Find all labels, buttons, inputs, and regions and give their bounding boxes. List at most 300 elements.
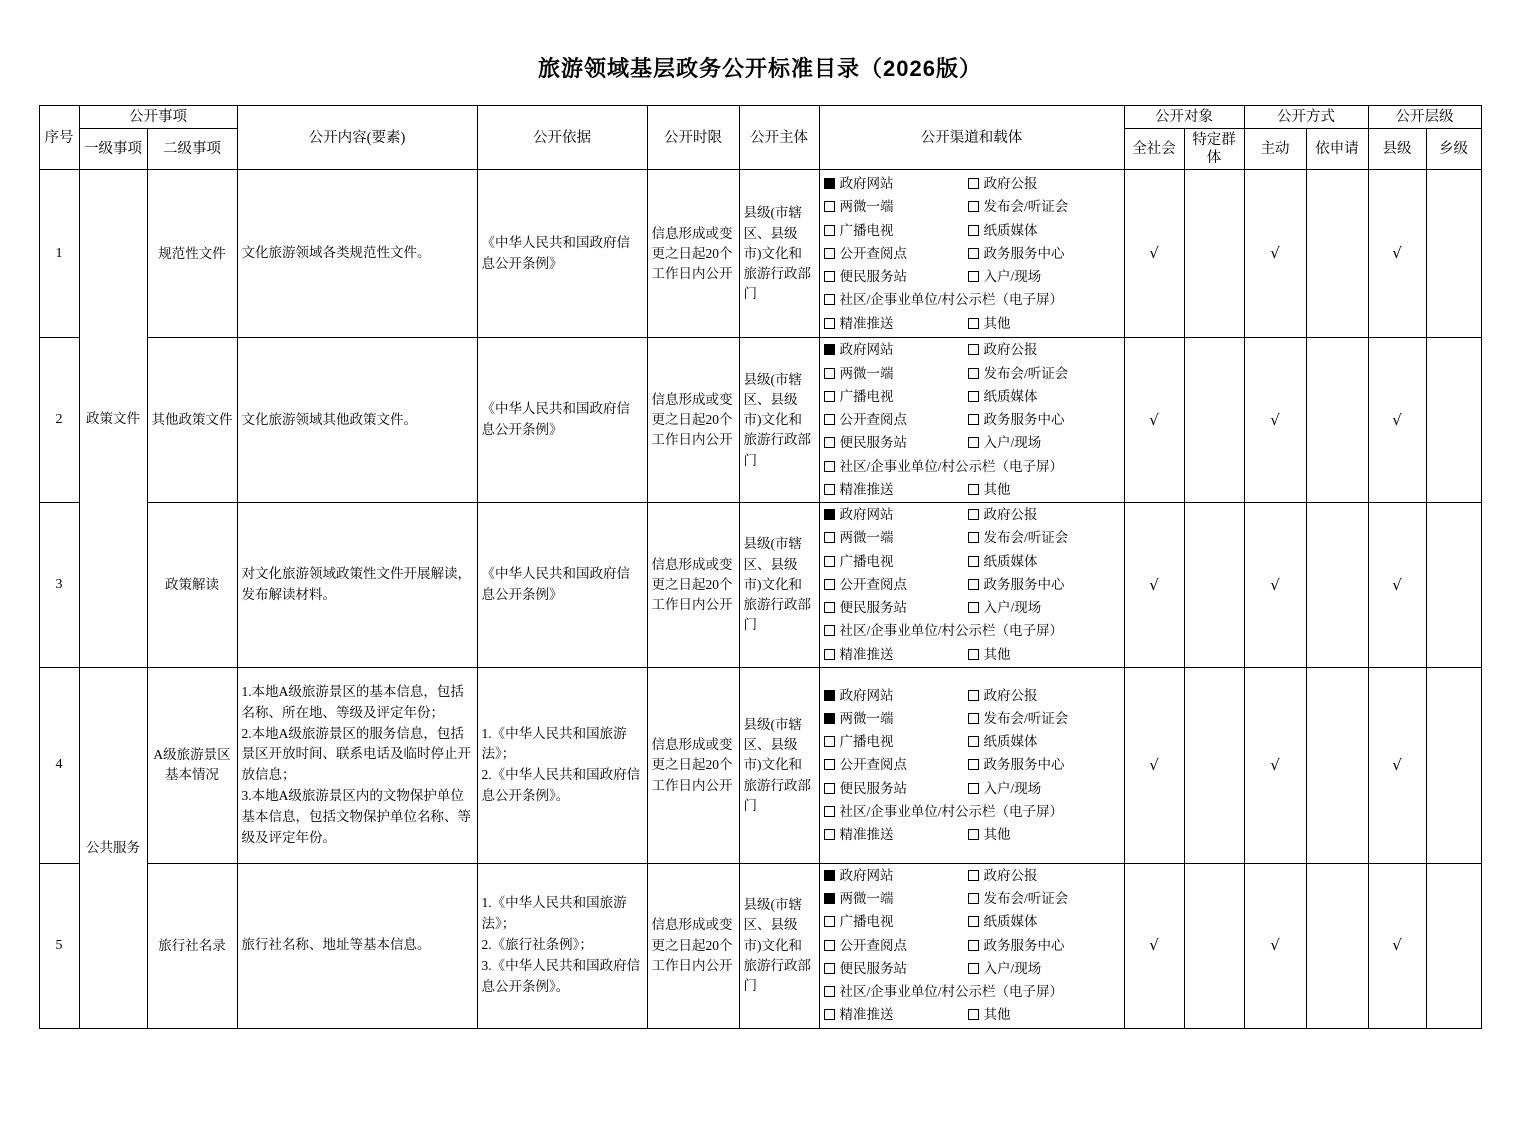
checkbox-icon[interactable]	[824, 1009, 835, 1020]
cell-time-limit: 信息形成或变更之日起20个工作日内公开	[647, 863, 739, 1028]
channel-checkbox-option[interactable]	[968, 825, 1120, 845]
checkbox-icon[interactable]	[968, 963, 979, 974]
checkbox-icon[interactable]	[824, 318, 835, 329]
channel-checkbox-option[interactable]	[824, 912, 964, 932]
channel-checkbox-option[interactable]	[968, 364, 1120, 384]
table-header	[39, 106, 1481, 170]
channel-checkbox-option[interactable]	[968, 755, 1120, 775]
cell-method-apply	[1306, 503, 1368, 668]
document-page	[0, 52, 1520, 1126]
channel-option-label: 发布会/听证会	[983, 365, 1069, 381]
channel-option-label: 广播电视	[839, 914, 894, 930]
cell-level2-matter: 旅行社名录	[147, 863, 237, 1028]
cell-level2-matter: 政策解读	[147, 503, 237, 668]
channel-option-label: 公开查阅点	[839, 757, 907, 773]
cell-method-apply	[1306, 667, 1368, 863]
checkbox-icon[interactable]	[968, 484, 979, 495]
channel-option-label: 两微一端	[839, 710, 894, 726]
header-audience-specific: 特定群体	[1184, 129, 1244, 170]
channel-checkbox-option[interactable]	[824, 936, 964, 956]
channel-option-label: 政务服务中心	[983, 576, 1065, 592]
channel-option-label: 社区/企事业单位/村公示栏（电子屏）	[839, 803, 1064, 819]
checkbox-icon[interactable]	[824, 783, 835, 794]
checkbox-icon[interactable]	[968, 759, 979, 770]
checkbox-icon[interactable]	[824, 916, 835, 927]
check-mark-icon: √	[1270, 755, 1280, 774]
channel-checkbox-option[interactable]	[824, 686, 964, 706]
channel-option-label: 社区/企事业单位/村公示栏（电子屏）	[839, 292, 1064, 308]
channel-option-label: 便民服务站	[839, 600, 907, 616]
checkbox-icon[interactable]	[824, 986, 835, 997]
header-audience-all: 全社会	[1124, 129, 1184, 170]
channel-option-label: 广播电视	[839, 388, 894, 404]
channel-option-label: 政务服务中心	[983, 412, 1065, 428]
header-method-active: 主动	[1244, 129, 1306, 170]
channel-checkbox-option[interactable]	[824, 575, 964, 595]
table-row	[39, 170, 1481, 338]
channel-option-label: 发布会/听证会	[983, 199, 1069, 215]
channel-option-label: 便民服务站	[839, 435, 907, 451]
check-mark-icon: √	[1149, 575, 1159, 594]
cell-sequence: 1	[39, 170, 79, 338]
cell-audience-specific	[1184, 170, 1244, 338]
channel-option-label: 其他	[983, 481, 1011, 497]
checkbox-icon[interactable]	[968, 368, 979, 379]
cell-level-town	[1426, 503, 1481, 668]
channel-option-label: 精准推送	[839, 1007, 894, 1023]
cell-disclosure-content: 对文化旅游领域政策性文件开展解读，发布解读材料。	[237, 503, 477, 668]
channel-checkbox-option[interactable]	[824, 244, 964, 264]
table-row	[39, 503, 1481, 668]
checkbox-icon[interactable]	[824, 649, 835, 660]
channel-checkbox-option[interactable]	[824, 802, 1120, 822]
checkbox-icon[interactable]	[968, 893, 979, 904]
channel-checkbox-option[interactable]	[824, 598, 964, 618]
channel-option-label: 政府公报	[983, 176, 1038, 191]
channel-option-label: 公开查阅点	[839, 412, 907, 428]
cell-disclosure-channels	[819, 503, 1124, 668]
cell-method-apply	[1306, 170, 1368, 338]
checkbox-icon[interactable]	[824, 963, 835, 974]
checkbox-icon[interactable]	[824, 806, 835, 817]
channel-checkbox-option[interactable]	[824, 314, 964, 334]
channel-option-label: 社区/企事业单位/村公示栏（电子屏）	[839, 623, 1064, 639]
header-level1: 一级事项	[79, 129, 147, 170]
cell-method-active	[1244, 503, 1306, 668]
checkbox-icon[interactable]	[968, 579, 979, 590]
channel-checkbox-option[interactable]	[968, 936, 1120, 956]
channel-checkbox-option[interactable]	[824, 221, 964, 241]
cell-method-apply	[1306, 338, 1368, 503]
checkbox-icon[interactable]	[824, 736, 835, 747]
channel-option-label: 政府网站	[839, 687, 894, 703]
channel-option-label: 便民服务站	[839, 960, 907, 976]
checkbox-icon[interactable]	[968, 318, 979, 329]
channel-checkbox-option[interactable]	[968, 528, 1120, 548]
checkbox-icon[interactable]	[824, 870, 835, 881]
channel-checkbox-option[interactable]	[968, 314, 1120, 334]
channel-checkbox-option[interactable]	[824, 825, 964, 845]
channel-checkbox-option[interactable]	[824, 552, 964, 572]
checkbox-icon[interactable]	[824, 294, 835, 305]
channel-option-label: 政府网站	[839, 867, 894, 883]
header-subject: 公开主体	[739, 106, 819, 170]
cell-audience-all	[1124, 503, 1184, 668]
channel-option-label: 政府公报	[983, 867, 1038, 883]
cell-disclosure-basis: 1.《中华人民共和国旅游法》； 2.《中华人民共和国政府信息公开条例》。	[477, 667, 647, 863]
cell-disclosure-content: 旅行社名称、地址等基本信息。	[237, 863, 477, 1028]
cell-disclosure-basis: 《中华人民共和国政府信息公开条例》	[477, 338, 647, 503]
channel-checkbox-option[interactable]	[968, 244, 1120, 264]
header-seq: 序号	[39, 106, 79, 170]
cell-sequence: 2	[39, 338, 79, 503]
cell-level-county	[1368, 667, 1426, 863]
cell-method-active	[1244, 338, 1306, 503]
cell-time-limit: 信息形成或变更之日起20个工作日内公开	[647, 338, 739, 503]
channel-checkbox-option[interactable]	[824, 779, 964, 799]
channel-checkbox-option[interactable]	[968, 709, 1120, 729]
channel-checkbox-option[interactable]	[824, 387, 964, 407]
channel-checkbox-option[interactable]	[824, 755, 964, 775]
cell-level-county	[1368, 338, 1426, 503]
channel-option-label: 政务服务中心	[983, 245, 1065, 261]
checkbox-icon[interactable]	[968, 916, 979, 927]
checkbox-icon[interactable]	[968, 556, 979, 567]
cell-level-county	[1368, 170, 1426, 338]
channel-checkbox-option[interactable]	[824, 732, 964, 752]
cell-time-limit: 信息形成或变更之日起20个工作日内公开	[647, 667, 739, 863]
channel-option-label: 纸质媒体	[983, 914, 1038, 930]
checkbox-icon[interactable]	[824, 414, 835, 425]
channel-checkbox-option[interactable]	[824, 267, 964, 287]
cell-disclosure-channels	[819, 863, 1124, 1028]
channel-checkbox-option[interactable]	[824, 1005, 964, 1025]
channel-option-label: 便民服务站	[839, 780, 907, 796]
checkbox-icon[interactable]	[968, 829, 979, 840]
header-method-apply: 依申请	[1306, 129, 1368, 170]
check-mark-icon: √	[1270, 936, 1280, 955]
channel-checkbox-option[interactable]	[824, 889, 964, 909]
check-mark-icon: √	[1392, 755, 1402, 774]
channel-checkbox-option[interactable]	[968, 645, 1120, 665]
channel-checkbox-option[interactable]	[968, 433, 1120, 453]
checkbox-icon[interactable]	[968, 437, 979, 448]
cell-disclosure-subject: 县级(市辖区、县级市)文化和旅游行政部门	[739, 863, 819, 1028]
header-basis: 公开依据	[477, 106, 647, 170]
channel-checkbox-option[interactable]	[824, 709, 964, 729]
check-mark-icon: √	[1149, 755, 1159, 774]
cell-time-limit: 信息形成或变更之日起20个工作日内公开	[647, 503, 739, 668]
cell-level2-matter: A级旅游景区基本情况	[147, 667, 237, 863]
channel-checkbox-option[interactable]	[824, 505, 964, 525]
checkbox-icon[interactable]	[824, 509, 835, 520]
checkbox-icon[interactable]	[968, 201, 979, 212]
checkbox-icon[interactable]	[824, 556, 835, 567]
channel-option-label: 入户/现场	[983, 269, 1042, 284]
channel-checkbox-option[interactable]	[824, 433, 964, 453]
channel-option-label: 两微一端	[839, 530, 894, 546]
channel-option-label: 其他	[983, 646, 1011, 662]
channel-option-label: 精准推送	[839, 646, 894, 662]
cell-sequence: 3	[39, 503, 79, 668]
channel-option-label: 公开查阅点	[839, 576, 907, 592]
checkbox-icon[interactable]	[968, 391, 979, 402]
channel-checkbox-option[interactable]	[968, 174, 1120, 194]
checkbox-icon[interactable]	[824, 893, 835, 904]
checkbox-icon[interactable]	[824, 391, 835, 402]
channel-option-label: 公开查阅点	[839, 937, 907, 953]
checkbox-icon[interactable]	[968, 532, 979, 543]
checkbox-icon[interactable]	[968, 248, 979, 259]
cell-level1-matter: 公共服务	[79, 667, 147, 1028]
checkbox-icon[interactable]	[968, 783, 979, 794]
checkbox-icon[interactable]	[968, 225, 979, 236]
channel-option-label: 社区/企事业单位/村公示栏（电子屏）	[839, 458, 1064, 474]
cell-level1-matter: 政策文件	[79, 170, 147, 668]
channel-checkbox-option[interactable]	[968, 221, 1120, 241]
table-row	[39, 863, 1481, 1028]
channel-option-label: 两微一端	[839, 365, 894, 381]
cell-disclosure-content: 1.本地A级旅游景区的基本信息，包括名称、所在地、等级及评定年份； 2.本地A级旅游景区的服务信息，包括景区开放时间、联系电话及临时停止开放信息； 3.本地A级旅游景区内的文物保护单位基本信息，包括文物保护单位名称、等级及评定年份。	[237, 667, 477, 863]
checkbox-icon[interactable]	[824, 829, 835, 840]
channel-checkbox-option[interactable]	[968, 889, 1120, 909]
cell-audience-all	[1124, 863, 1184, 1028]
check-mark-icon: √	[1270, 244, 1280, 263]
standard-catalog-table	[39, 105, 1482, 1029]
check-mark-icon: √	[1392, 410, 1402, 429]
channel-checkbox-option[interactable]	[968, 552, 1120, 572]
channel-checkbox-option[interactable]	[968, 480, 1120, 500]
cell-level-town	[1426, 863, 1481, 1028]
cell-audience-all	[1124, 667, 1184, 863]
checkbox-icon[interactable]	[824, 713, 835, 724]
cell-disclosure-channels	[819, 170, 1124, 338]
channel-checkbox-option[interactable]	[824, 480, 964, 500]
cell-sequence: 5	[39, 863, 79, 1028]
channel-option-label: 政府公报	[983, 342, 1038, 358]
channel-checkbox-option[interactable]	[968, 598, 1120, 618]
cell-disclosure-content: 文化旅游领域各类规范性文件。	[237, 170, 477, 338]
header-method-group: 公开方式	[1244, 106, 1368, 129]
channel-checkbox-option[interactable]	[824, 528, 964, 548]
header-level-town: 乡级	[1426, 129, 1481, 170]
checkbox-icon[interactable]	[968, 414, 979, 425]
header-level-group: 公开层级	[1368, 106, 1481, 129]
channel-option-label: 广播电视	[839, 734, 894, 749]
channel-option-label: 精准推送	[839, 827, 894, 842]
channel-checkbox-option[interactable]	[824, 410, 964, 430]
channel-option-label: 纸质媒体	[983, 222, 1038, 238]
channel-checkbox-option[interactable]	[968, 410, 1120, 430]
channel-checkbox-option[interactable]	[968, 387, 1120, 407]
cell-audience-all	[1124, 170, 1184, 338]
cell-disclosure-basis: 《中华人民共和国政府信息公开条例》	[477, 170, 647, 338]
check-mark-icon: √	[1149, 410, 1159, 429]
cell-level-town	[1426, 338, 1481, 503]
cell-audience-specific	[1184, 338, 1244, 503]
cell-level-town	[1426, 667, 1481, 863]
channel-option-label: 两微一端	[839, 199, 894, 215]
check-mark-icon: √	[1270, 575, 1280, 594]
channel-option-label: 政府公报	[983, 507, 1038, 523]
cell-disclosure-channels	[819, 667, 1124, 863]
channel-checkbox-option[interactable]	[968, 1005, 1120, 1025]
channel-option-label: 纸质媒体	[983, 734, 1038, 749]
channel-option-label: 政府网站	[839, 342, 894, 358]
check-mark-icon: √	[1392, 244, 1402, 263]
channel-checkbox-option[interactable]	[824, 866, 964, 886]
check-mark-icon: √	[1149, 936, 1159, 955]
cell-method-active	[1244, 863, 1306, 1028]
cell-audience-specific	[1184, 863, 1244, 1028]
cell-audience-all	[1124, 338, 1184, 503]
channel-option-label: 入户/现场	[983, 780, 1042, 796]
channel-option-label: 政务服务中心	[983, 937, 1065, 953]
channel-checkbox-option[interactable]	[968, 197, 1120, 217]
checkbox-icon[interactable]	[824, 225, 835, 236]
channel-checkbox-option[interactable]	[968, 912, 1120, 932]
channel-option-label: 发布会/听证会	[983, 530, 1069, 546]
checkbox-icon[interactable]	[824, 178, 835, 189]
channel-option-label: 其他	[983, 827, 1011, 842]
channel-checkbox-option[interactable]	[968, 959, 1120, 979]
cell-method-active	[1244, 667, 1306, 863]
checkbox-icon[interactable]	[968, 870, 979, 881]
channel-checkbox-option[interactable]	[824, 621, 1120, 641]
cell-disclosure-content: 文化旅游领域其他政策文件。	[237, 338, 477, 503]
cell-disclosure-subject: 县级(市辖区、县级市)文化和旅游行政部门	[739, 170, 819, 338]
channel-option-label: 纸质媒体	[983, 553, 1038, 569]
cell-audience-specific	[1184, 503, 1244, 668]
channel-option-label: 社区/企事业单位/村公示栏（电子屏）	[839, 984, 1064, 1000]
channel-checkbox-option[interactable]	[824, 982, 1120, 1002]
table-row	[39, 667, 1481, 863]
channel-option-label: 公开查阅点	[839, 245, 907, 261]
channel-checkbox-option[interactable]	[824, 290, 1120, 310]
channel-checkbox-option[interactable]	[824, 340, 964, 360]
checkbox-icon[interactable]	[824, 484, 835, 495]
cell-disclosure-subject: 县级(市辖区、县级市)文化和旅游行政部门	[739, 667, 819, 863]
checkbox-icon[interactable]	[824, 461, 835, 472]
cell-audience-specific	[1184, 667, 1244, 863]
page-title: 旅游领域基层政务公开标准目录（2026版）	[538, 56, 982, 81]
checkbox-icon[interactable]	[968, 602, 979, 613]
channel-option-label: 广播电视	[839, 553, 894, 569]
checkbox-icon[interactable]	[824, 437, 835, 448]
cell-level2-matter: 其他政策文件	[147, 338, 237, 503]
cell-method-apply	[1306, 863, 1368, 1028]
channel-checkbox-option[interactable]	[824, 457, 1120, 477]
channel-option-label: 政府网站	[839, 176, 894, 191]
channel-option-label: 广播电视	[839, 222, 894, 238]
checkbox-icon[interactable]	[968, 271, 979, 282]
checkbox-icon[interactable]	[824, 759, 835, 770]
checkbox-icon[interactable]	[824, 579, 835, 590]
channel-checkbox-option[interactable]	[968, 267, 1120, 287]
checkbox-icon[interactable]	[968, 736, 979, 747]
header-audience-group: 公开对象	[1124, 106, 1244, 129]
checkbox-icon[interactable]	[824, 602, 835, 613]
channel-checkbox-option[interactable]	[968, 686, 1120, 706]
check-mark-icon: √	[1270, 410, 1280, 429]
channel-option-label: 精准推送	[839, 315, 894, 331]
channel-checkbox-option[interactable]	[824, 645, 964, 665]
cell-disclosure-subject: 县级(市辖区、县级市)文化和旅游行政部门	[739, 503, 819, 668]
check-mark-icon: √	[1149, 244, 1159, 263]
checkbox-icon[interactable]	[824, 271, 835, 282]
checkbox-icon[interactable]	[824, 532, 835, 543]
channel-checkbox-option[interactable]	[824, 174, 964, 194]
checkbox-icon[interactable]	[824, 248, 835, 259]
checkbox-icon[interactable]	[968, 344, 979, 355]
cell-disclosure-channels	[819, 338, 1124, 503]
header-matter-group: 公开事项	[79, 106, 237, 129]
checkbox-icon[interactable]	[824, 690, 835, 701]
channel-option-label: 入户/现场	[983, 960, 1042, 976]
cell-disclosure-basis: 《中华人民共和国政府信息公开条例》	[477, 503, 647, 668]
channel-checkbox-option[interactable]	[824, 959, 964, 979]
header-content: 公开内容(要素)	[237, 106, 477, 170]
table-row	[39, 338, 1481, 503]
checkbox-icon[interactable]	[968, 690, 979, 701]
channel-checkbox-option[interactable]	[968, 866, 1120, 886]
channel-option-label: 政府公报	[983, 687, 1038, 703]
cell-level2-matter: 规范性文件	[147, 170, 237, 338]
checkbox-icon[interactable]	[824, 368, 835, 379]
header-level-county: 县级	[1368, 129, 1426, 170]
channel-option-label: 精准推送	[839, 481, 894, 497]
checkbox-icon[interactable]	[824, 201, 835, 212]
cell-disclosure-subject: 县级(市辖区、县级市)文化和旅游行政部门	[739, 338, 819, 503]
channel-checkbox-option[interactable]	[968, 779, 1120, 799]
checkbox-icon[interactable]	[824, 344, 835, 355]
checkbox-icon[interactable]	[968, 649, 979, 660]
channel-checkbox-option[interactable]	[968, 575, 1120, 595]
checkbox-icon[interactable]	[968, 509, 979, 520]
channel-option-label: 政务服务中心	[983, 757, 1065, 773]
channel-option-label: 发布会/听证会	[983, 891, 1069, 907]
cell-level-county	[1368, 863, 1426, 1028]
cell-time-limit: 信息形成或变更之日起20个工作日内公开	[647, 170, 739, 338]
checkbox-icon[interactable]	[824, 625, 835, 636]
channel-option-label: 政府网站	[839, 507, 894, 523]
channel-checkbox-option[interactable]	[968, 732, 1120, 752]
channel-checkbox-option[interactable]	[968, 340, 1120, 360]
channel-option-label: 入户/现场	[983, 435, 1042, 451]
checkbox-icon[interactable]	[968, 940, 979, 951]
cell-sequence: 4	[39, 667, 79, 863]
header-time-limit: 公开时限	[647, 106, 739, 170]
checkbox-icon[interactable]	[824, 940, 835, 951]
channel-checkbox-option[interactable]	[824, 197, 964, 217]
check-mark-icon: √	[1392, 575, 1402, 594]
channel-checkbox-option[interactable]	[968, 505, 1120, 525]
channel-option-label: 纸质媒体	[983, 388, 1038, 404]
channel-option-label: 便民服务站	[839, 269, 907, 284]
cell-level-town	[1426, 170, 1481, 338]
channel-checkbox-option[interactable]	[824, 364, 964, 384]
cell-level-county	[1368, 503, 1426, 668]
cell-disclosure-basis: 1.《中华人民共和国旅游法》； 2.《旅行社条例》； 3.《中华人民共和国政府信息公开条例》。	[477, 863, 647, 1028]
checkbox-icon[interactable]	[968, 178, 979, 189]
table-body	[39, 170, 1481, 1028]
checkbox-icon[interactable]	[968, 1009, 979, 1020]
header-level2: 二级事项	[147, 129, 237, 170]
header-channel: 公开渠道和载体	[819, 106, 1124, 170]
checkbox-icon[interactable]	[968, 713, 979, 724]
channel-option-label: 发布会/听证会	[983, 710, 1069, 726]
channel-option-label: 两微一端	[839, 891, 894, 907]
